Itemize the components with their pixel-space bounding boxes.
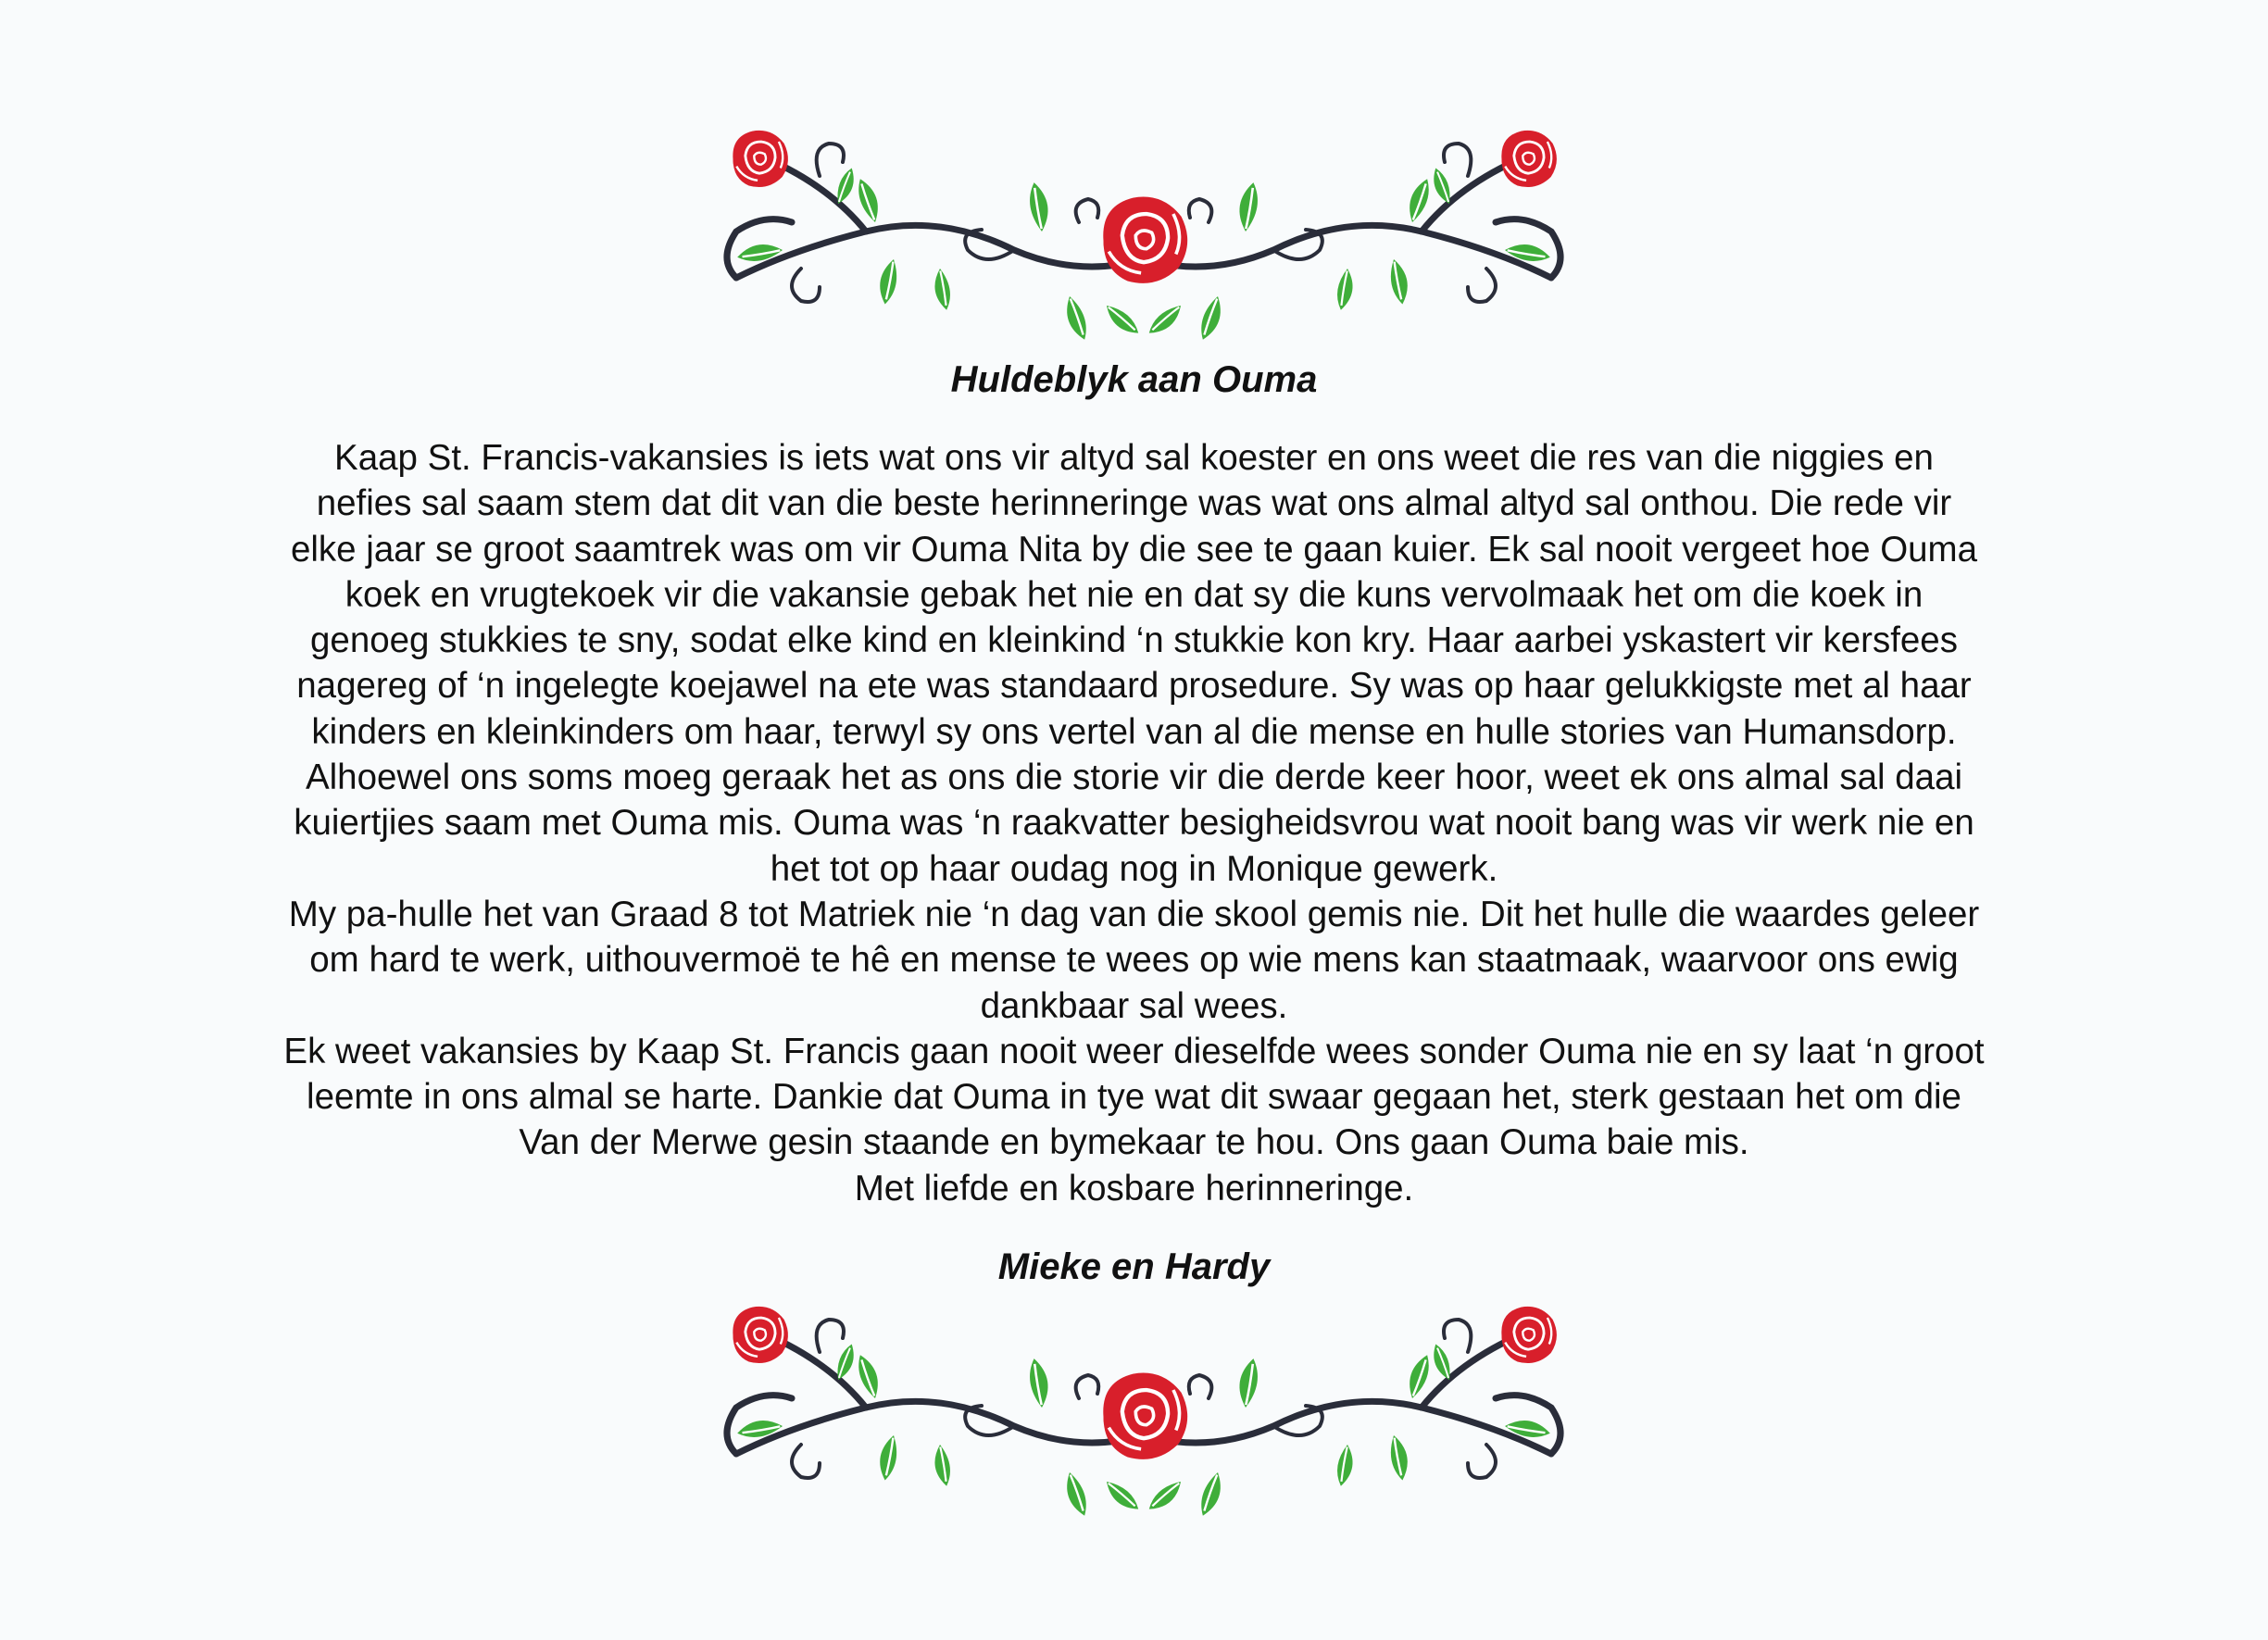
tribute-body (167, 435, 2101, 1211)
body-line: genoeg stukkies te sny, sodat elke kind en kleinkind ‘n stukkie kon kry. Haar aarbei yskastert vir kersfees (310, 620, 1958, 661)
body-line: om hard te werk, uithouvermoë te hê en mense te wees op wie mens kan staatmaak, waarvoor ons ewig (309, 940, 1959, 981)
body-line: leemte in ons almal se harte. Dankie dat Ouma in tye wat dit swaar gegaan het, sterk gestaan het om die (307, 1077, 1961, 1118)
body-line: Van der Merwe gesin staande en bymekaar te hou. Ons gaan Ouma baie mis. (519, 1122, 1749, 1163)
body-line: My pa-hulle het van Graad 8 tot Matriek nie ‘n dag van die skool gemis nie. Dit het hulle die waardes geleer (288, 894, 1980, 934)
body-line: dankbaar sal wees. (980, 985, 1288, 1026)
body-line: Alhoewel ons soms moeg geraak het as ons die storie vir die derde keer hoor, weet ek ons almal sal daai (305, 757, 1963, 798)
body-line: kuiertjies saam met Ouma mis. Ouma was ‘n raakvatter besigheidsvrou wat nooit bang was vir werk nie en (294, 803, 1974, 844)
tribute-title: Huldeblyk aan Ouma (950, 359, 1318, 400)
body-line: koek en vrugtekoek vir die vakansie gebak het nie en dat sy die kuns vervolmaak het om die koek in (345, 574, 1923, 615)
body-line: het tot op haar oudag nog in Monique gewerk. (770, 848, 1498, 889)
body-line: kinders en kleinkinders om haar, terwyl sy ons vertel van al die mense en hulle stories van Humansdorp. (311, 711, 1957, 752)
closing-line: Met liefde en kosbare herinneringe. (854, 1168, 1414, 1208)
signature: Mieke en Hardy (997, 1246, 1271, 1287)
body-line: Ek weet vakansies by Kaap St. Francis gaan nooit weer dieselfde wees sonder Ouma nie en sy laat ‘n groot (283, 1031, 1985, 1071)
rose-vine-ornament-bottom-icon (708, 1296, 1579, 1519)
body-line: elke jaar se groot saamtrek was om vir Ouma Nita by die see te gaan kuier. Ek sal nooit vergeet hoe Ouma (290, 529, 1978, 570)
rose-vine-ornament-top-icon (708, 120, 1579, 343)
body-line: nagereg of ‘n ingelegte koejawel na ete was standaard prosedure. Sy was op haar gelukkigste met al haar (296, 666, 1972, 707)
body-line: Kaap St. Francis-vakansies is iets wat ons vir altyd sal koester en ons weet die res van die niggies en (334, 438, 1934, 478)
body-line: nefies sal saam stem dat dit van die beste herinneringe was wat ons almal altyd sal onthou. Die rede vir (316, 483, 1952, 524)
